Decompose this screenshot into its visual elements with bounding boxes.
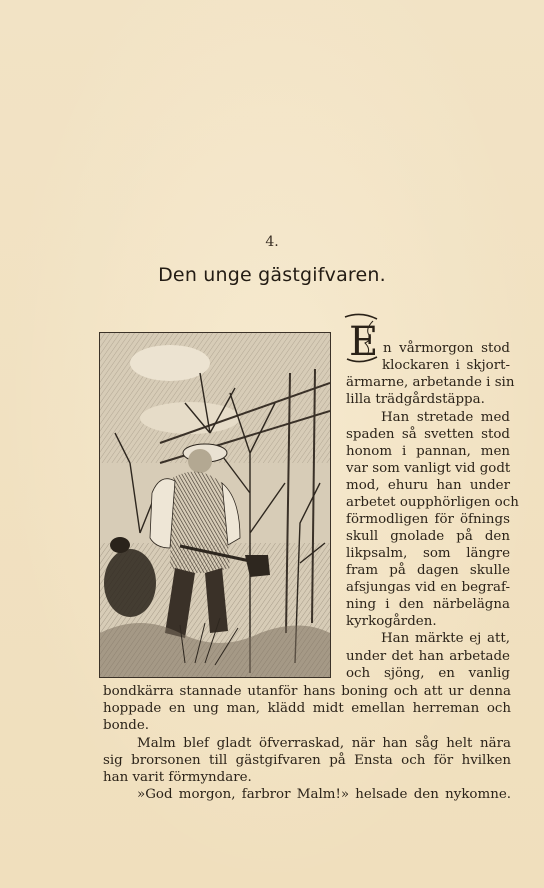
text-line: var som vanligt vid godt — [346, 461, 511, 476]
text-line: förmodligen för öfnings — [346, 512, 510, 527]
text-line: lilla trädgårdstäppa. — [346, 392, 485, 407]
text-line: sig brorsonen till gästgifvaren på Ensta och för hvilken — [103, 753, 511, 768]
text-line: arbetet oupphörligen och — [346, 495, 519, 510]
text-line: ning i den närbelägna — [346, 597, 510, 612]
text-line: hoppade en ung man, klädd midt emellan herreman och — [103, 701, 511, 716]
text-line: afsjungas vid en begraf- — [346, 580, 510, 595]
text-line: spaden så svetten stod — [346, 427, 510, 442]
text-line: kyrkogården. — [346, 614, 437, 629]
text-line: Han stretade med — [381, 410, 510, 425]
text-line: han varit förmyndare. — [103, 770, 252, 785]
text-line: bondkärra stannade utanför hans boning och att ur denna — [103, 684, 511, 699]
text-line: Malm blef gladt öfverraskad, när han såg helt nära — [137, 736, 511, 751]
text-line: och sjöng, en vanlig — [346, 666, 510, 681]
text-line: under det han arbetade — [346, 649, 510, 664]
text-line: likpsalm, som längre — [346, 546, 510, 561]
chapter-title: Den unge gästgifvaren. — [158, 264, 386, 286]
text-line: skull gnolade på den — [346, 529, 510, 544]
text-line: klockaren i skjort- — [382, 358, 510, 373]
text-line: fram på dagen skulle — [346, 563, 510, 578]
text-line: ärmarne, arbetande i sin — [346, 375, 515, 390]
drop-cap-letter: E — [349, 319, 379, 363]
text-line: honom i pannan, men — [346, 444, 510, 459]
chapter-number: 4. — [265, 234, 279, 250]
text-line: n vårmorgon stod — [383, 341, 510, 356]
text-line: bonde. — [103, 718, 150, 733]
text-line: mod, ehuru han under — [346, 478, 510, 493]
text-line: »God morgon, farbror Malm!» helsade den nykomne. — [137, 787, 511, 802]
text-line: Han märkte ej att, — [381, 631, 510, 646]
